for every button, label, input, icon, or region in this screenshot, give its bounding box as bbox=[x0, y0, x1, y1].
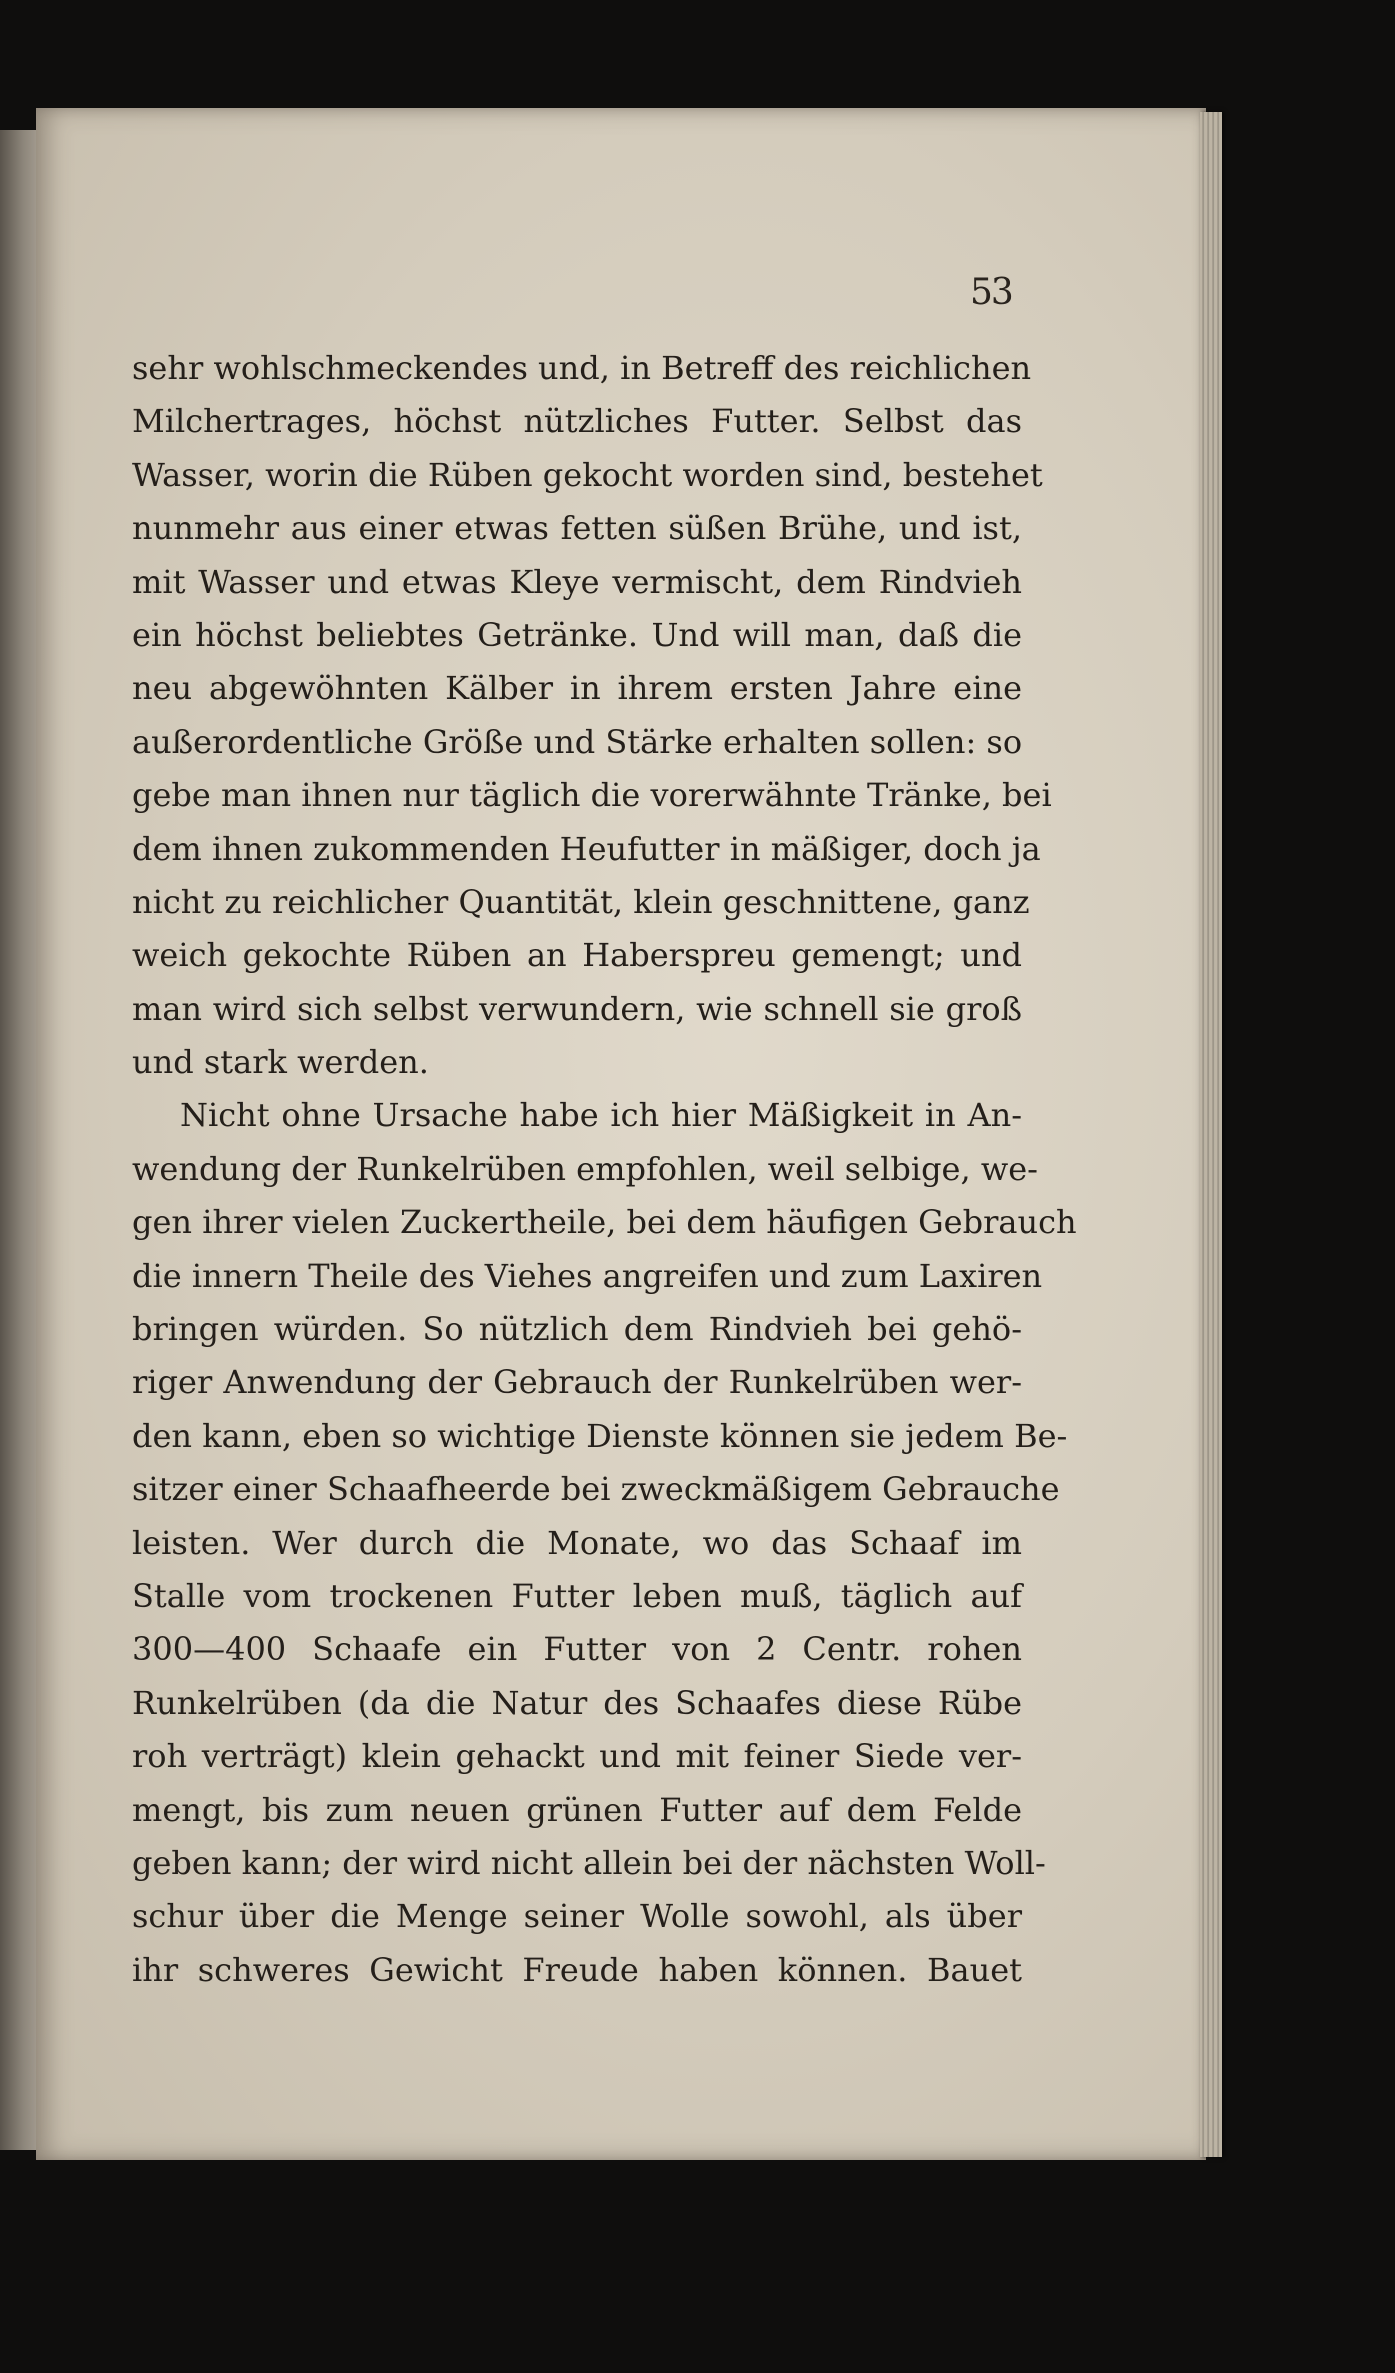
paragraph-start-line: Nicht ohne Ursache habe ich hier Mäßigkeit in An- bbox=[180, 1096, 1022, 1135]
text-line: gebe man ihnen nur täglich die vorerwähnte Tränke, bei bbox=[132, 776, 1052, 815]
text-line: roh verträgt) klein gehackt und mit feiner Siede ver- bbox=[132, 1737, 1022, 1776]
text-line: ihr schweres Gewicht Freude haben können. Bauet bbox=[132, 1950, 1022, 1989]
text-line: neu abgewöhnten Kälber in ihrem ersten Jahre eine bbox=[132, 669, 1022, 708]
text-line: 300—400 Schaafe ein Futter von 2 Centr. rohen bbox=[132, 1630, 1022, 1669]
page-number: 53 bbox=[970, 272, 1012, 313]
text-line: gen ihrer vielen Zuckertheile, bei dem häufigen Gebrauch bbox=[132, 1203, 1077, 1242]
text-line: ein höchst beliebtes Getränke. Und will man, daß die bbox=[132, 615, 1022, 654]
text-line: geben kann; der wird nicht allein bei der nächsten Woll- bbox=[132, 1843, 1046, 1882]
text-line: leisten. Wer durch die Monate, wo das Schaaf im bbox=[132, 1523, 1022, 1562]
text-line: Runkelrüben (da die Natur des Schaafes diese Rübe bbox=[132, 1683, 1022, 1722]
text-line: mengt, bis zum neuen grünen Futter auf dem Felde bbox=[132, 1790, 1022, 1829]
previous-page-edge bbox=[0, 130, 38, 2150]
text-line: den kann, eben so wichtige Dienste können sie jedem Be- bbox=[132, 1416, 1068, 1455]
text-line: riger Anwendung der Gebrauch der Runkelrüben wer- bbox=[132, 1363, 1022, 1402]
text-line: nicht zu reichlicher Quantität, klein geschnittene, ganz bbox=[132, 882, 1030, 921]
text-line: man wird sich selbst verwundern, wie schnell sie groß bbox=[132, 989, 1022, 1028]
text-line: bringen würden. So nützlich dem Rindvieh bei gehö- bbox=[132, 1310, 1022, 1349]
text-line: mit Wasser und etwas Kleye vermischt, dem Rindvieh bbox=[132, 562, 1022, 601]
text-line: sehr wohlschmeckendes und, in Betreff des reichlichen bbox=[132, 349, 1032, 387]
text-line: dem ihnen zukommenden Heufutter in mäßiger, doch ja bbox=[132, 829, 1041, 868]
page-stack-edge bbox=[1200, 112, 1222, 2157]
text-line: außerordentliche Größe und Stärke erhalten sollen: so bbox=[132, 722, 1023, 761]
text-line: weich gekochte Rüben an Haberspreu gemengt; und bbox=[132, 936, 1022, 975]
text-line: die innern Theile des Viehes angreifen und zum Laxiren bbox=[132, 1256, 1043, 1295]
text-line: Milchertrages, höchst nützliches Futter. Selbst das bbox=[132, 402, 1022, 441]
paragraph-end-line: und stark werden. bbox=[132, 1043, 429, 1082]
text-line: sitzer einer Schaafheerde bei zweckmäßigem Gebrauche bbox=[132, 1470, 1060, 1509]
text-line: schur über die Menge seiner Wolle sowohl, als über bbox=[132, 1897, 1022, 1936]
text-line: nunmehr aus einer etwas fetten süßen Brühe, und ist, bbox=[132, 509, 1022, 548]
text-line: wendung der Runkelrüben empfohlen, weil selbige, we- bbox=[132, 1149, 1038, 1188]
text-line: Wasser, worin die Rüben gekocht worden sind, bestehet bbox=[132, 455, 1043, 494]
body-text bbox=[132, 342, 1077, 1997]
text-line: Stalle vom trockenen Futter leben muß, täglich auf bbox=[132, 1576, 1022, 1615]
